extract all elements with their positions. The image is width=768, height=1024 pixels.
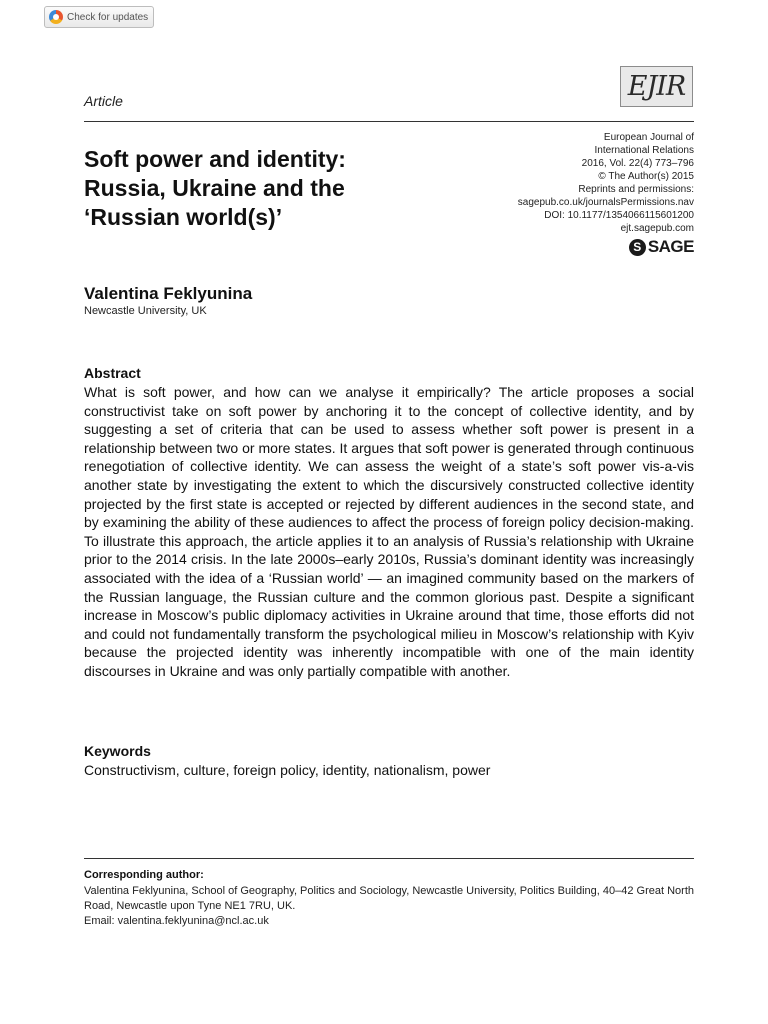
abstract-body: What is soft power, and how can we analyse it empirically? The article proposes a social constructivist take on soft power by anchoring it to the concept of collective identity, and by suggesting a set of criteria that can be used to assess whether soft power is present in a relationship between two or more states. It argues that soft power is generated through continuous renegotiation of collective identity. We can assess the weight of a state’s soft power vis-a-vis another state by investigating the extent to which the discursively constructed collective identity projected by the first state is accepted or rejected by different audiences in the second state, and by examining the ability of these audiences to affect the process of foreign policy decision-making. To illustrate this approach, the article applies it to an analysis of Russia’s relationship with Ukraine prior to the 2014 crisis. In the late 2000s–early 2010s, Russia’s dominant identity was increasingly associated with the idea of a ‘Russian world’ — an imagined community based on the markers of the Russian language, the Russian culture and the common glorious past. Despite a significant increase in Moscow’s public diplomacy activities in Ukraine around that time, those efforts did not and could not fundamentally transform the psychological milieu in Moscow’s relationship with Kyiv because the projected identity was inherently incompatible with one of the main identity discourses in Ukraine and was only partially compatible with another. — [84, 384, 694, 679]
permissions-link[interactable]: sagepub.co.uk/journalsPermissions.nav — [517, 197, 694, 208]
article-type-label: Article — [84, 93, 123, 109]
author-affiliation: Newcastle University, UK — [84, 305, 207, 317]
sage-icon: S — [629, 239, 646, 256]
footer-divider — [84, 858, 694, 859]
journal-website-link[interactable]: ejt.sagepub.com — [620, 223, 694, 234]
corresponding-author-address: Valentina Feklyunina, School of Geography, Politics and Sociology, Newcastle University, Politics Building, 40–42 Great North Road, Newcastle upon Tyne NE1 7RU, UK. — [84, 885, 694, 912]
check-for-updates-button[interactable] — [44, 6, 154, 28]
journal-volume: 2016, Vol. 22(4) 773–796 — [581, 158, 694, 169]
keywords-list: Constructivism, culture, foreign policy, identity, nationalism, power — [84, 762, 491, 778]
corresponding-author-heading: Corresponding author: — [84, 869, 204, 881]
keywords-heading: Keywords — [84, 743, 151, 759]
check-for-updates-label: Check for updates — [67, 11, 149, 23]
reprints-line: Reprints and permissions: — [578, 184, 694, 195]
journal-metadata — [434, 131, 694, 235]
journal-name-line-2: International Relations — [594, 145, 694, 156]
journal-logo — [620, 66, 693, 107]
article-title: Soft power and identity: Russia, Ukraine and the ‘Russian world(s)’ — [84, 146, 346, 230]
doi-link[interactable]: DOI: 10.1177/1354066115601200 — [544, 210, 694, 221]
corresponding-author-email[interactable]: Email: valentina.feklyunina@ncl.ac.uk — [84, 915, 269, 927]
journal-logo-text: EJIR — [627, 71, 686, 102]
header-divider — [84, 121, 694, 122]
author-name: Valentina Feklyunina — [84, 284, 253, 303]
copyright-line: © The Author(s) 2015 — [598, 171, 694, 182]
abstract-heading: Abstract — [84, 365, 141, 381]
publisher-name: SAGE — [647, 237, 694, 256]
journal-name-line-1: European Journal of — [603, 132, 694, 143]
publisher-logo — [629, 237, 694, 257]
crossmark-icon — [49, 10, 63, 24]
